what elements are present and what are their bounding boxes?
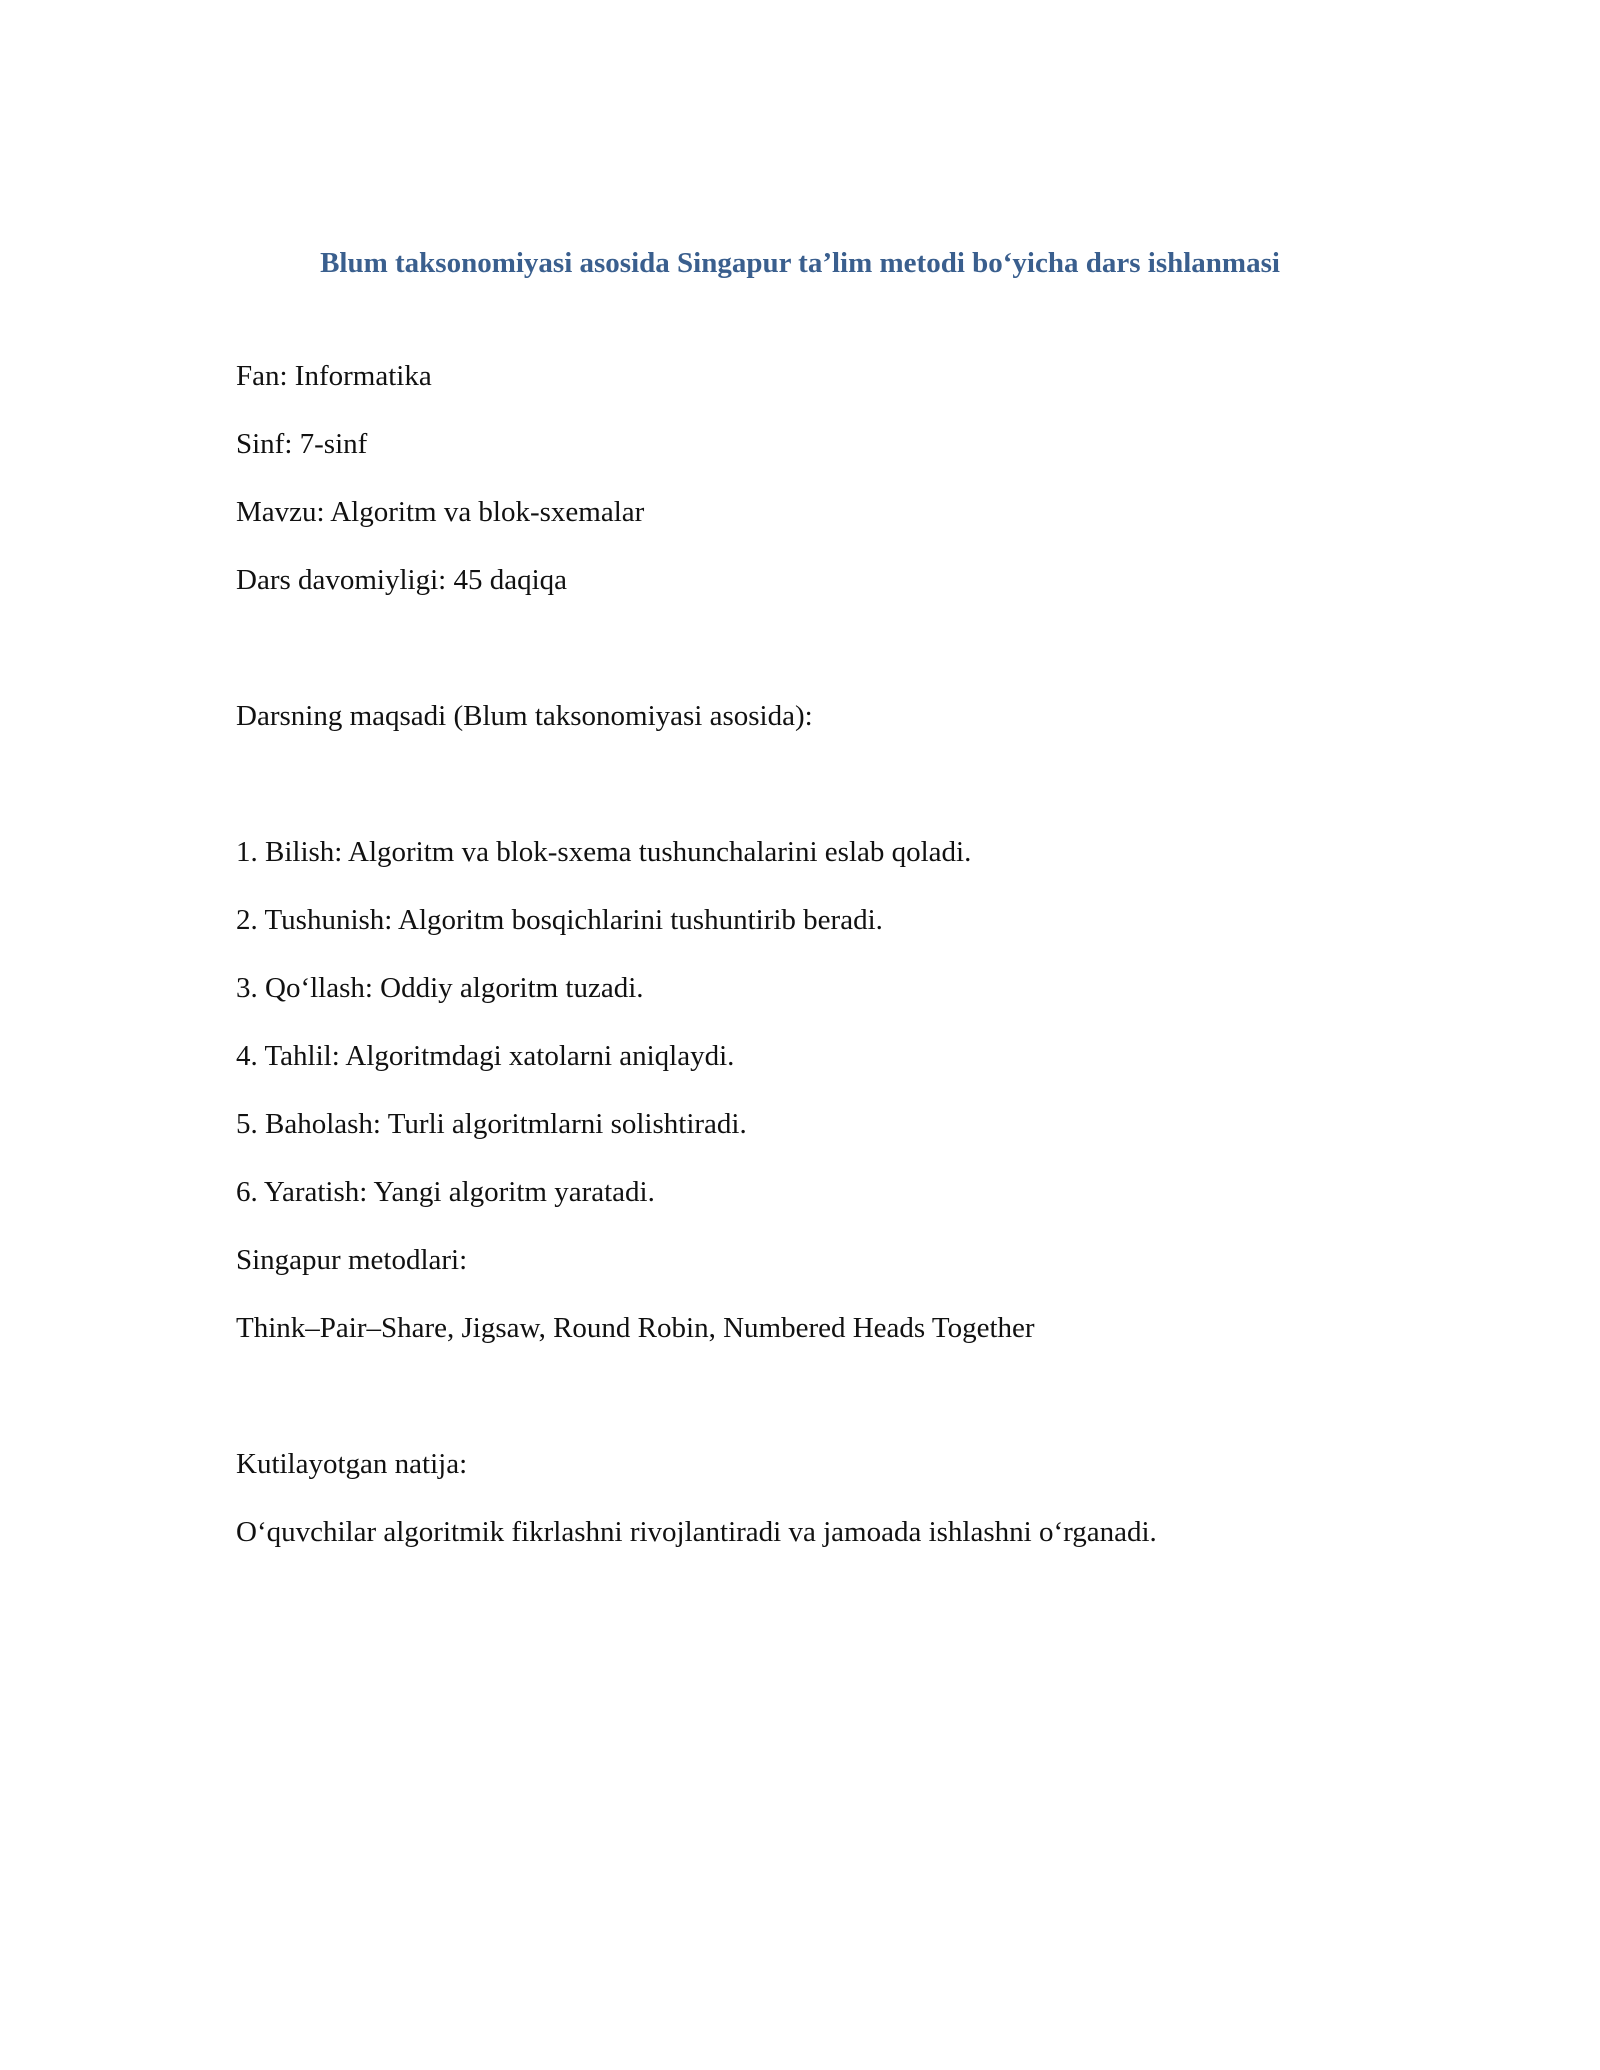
info-grade: Sinf: 7-sinf (236, 428, 368, 460)
info-duration: Dars davomiyligi: 45 daqiqa (236, 564, 568, 596)
info-topic: Mavzu: Algoritm va blok-sxemalar (236, 496, 645, 528)
methods-heading: Singapur metodlari: (236, 1244, 468, 1276)
document-title: Blum taksonomiyasi asosida Singapur ta’lim metodi bo‘yicha dars ishlanmasi (320, 247, 1280, 279)
objective-item: 2. Tushunish: Algoritm bosqichlarini tushuntirib beradi. (236, 904, 883, 936)
objectives-heading: Darsning maqsadi (Blum taksonomiyasi asosida): (236, 700, 813, 732)
objective-item: 6. Yaratish: Yangi algoritm yaratadi. (236, 1176, 655, 1208)
objective-item: 3. Qo‘llash: Oddiy algoritm tuzadi. (236, 972, 644, 1004)
objective-item: 1. Bilish: Algoritm va blok-sxema tushunchalarini eslab qoladi. (236, 836, 972, 868)
result-heading: Kutilayotgan natija: (236, 1448, 468, 1480)
result-text: O‘quvchilar algoritmik fikrlashni rivojlantiradi va jamoada ishlashni o‘rganadi. (236, 1516, 1157, 1548)
objective-item: 5. Baholash: Turli algoritmlarni solishtiradi. (236, 1108, 747, 1140)
methods-list: Think–Pair–Share, Jigsaw, Round Robin, Numbered Heads Together (236, 1312, 1035, 1344)
objective-item: 4. Tahlil: Algoritmdagi xatolarni aniqlaydi. (236, 1040, 735, 1072)
info-subject: Fan: Informatika (236, 360, 432, 392)
